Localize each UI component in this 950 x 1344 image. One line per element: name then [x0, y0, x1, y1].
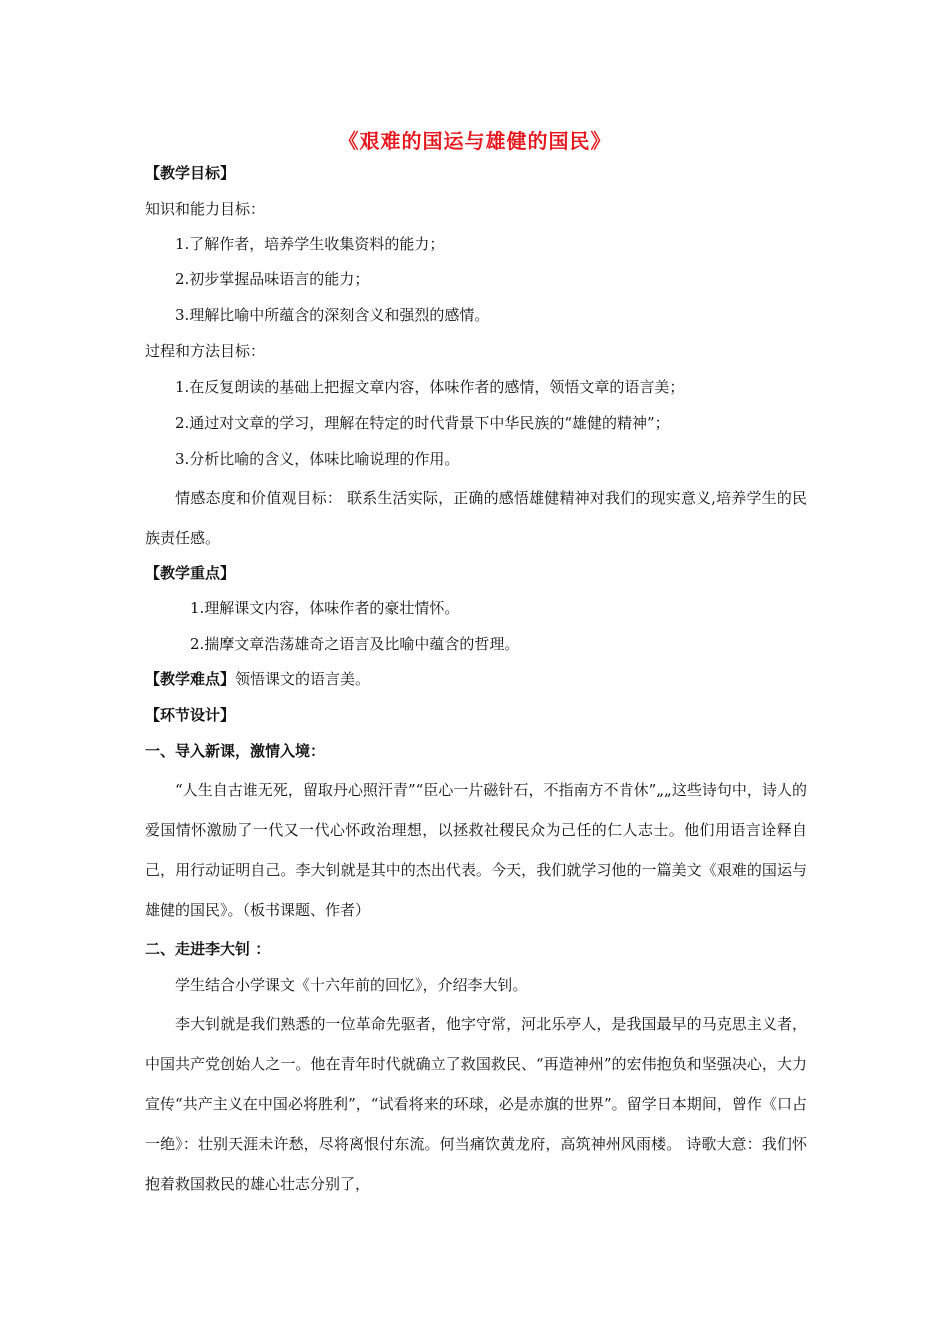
process-label: 过程和方法目标：	[145, 342, 266, 360]
section2-title: 二、走进李大钊 ：	[145, 940, 271, 958]
section2-line: 学生结合小学课文《十六年前的回忆》，介绍李大钊。	[175, 976, 528, 994]
process-item: 3.分析比喻的含义，体味比喻说理的作用。	[175, 450, 460, 468]
design-heading: 【环节设计】	[145, 706, 236, 724]
section1-title: 一、导入新课，激情入境：	[145, 742, 326, 760]
difficulty-heading: 【教学难点】	[145, 670, 236, 688]
knowledge-item: 1.了解作者，培养学生收集资料的能力；	[175, 235, 445, 253]
key-point-item: 1.理解课文内容，体味作者的豪壮情怀。	[190, 599, 460, 617]
knowledge-item: 2.初步掌握品味语言的能力；	[175, 270, 370, 288]
section2-paragraph: 李大钊就是我们熟悉的一位革命先驱者，他字守常，河北乐亭人，是我国最早的马克思主义者，中国共产党创始人之一。他在青年时代就确立了救国救民、“再造神州”的宏伟抱负和坚强决心，大力宣传“共产主义在中国必将胜利”，“试看将来的环球，必是赤旗的世界”。留学日本期间，曾作《口占一绝》：壮别天涯未许愁，尽将离恨付东流。何当痛饮黄龙府，高筑神州风雨楼。 诗歌大意：我们怀抱着救国救民的雄心壮志分别了，	[145, 1015, 807, 1193]
section1-paragraph: “人生自古谁无死，留取丹心照汗青”“臣心一片磁针石，不指南方不肯休”„„这些诗句中，诗人的爱国情怀激励了一代又一代心怀政治理想，以拯救社稷民众为己任的仁人志士。他们用语言诠释自己，用行动证明自己。李大钊就是其中的杰出代表。今天，我们就学习他的一篇美文《艰难的国运与雄健的国民》。（板书课题、作者）	[145, 781, 807, 919]
process-item: 2.通过对文章的学习，理解在特定的时代背景下中华民族的“雄健的精神”；	[175, 414, 670, 432]
document-title: 《艰难的国运与雄健的国民》	[338, 129, 612, 153]
goals-heading: 【教学目标】	[145, 164, 236, 182]
key-point-item: 2.揣摩文章浩荡雄奇之语言及比喻中蕴含的哲理。	[190, 635, 520, 653]
emotion-goal-paragraph: 情感态度和价值观目标： 联系生活实际，正确的感悟雄健精神对我们的现实意义,培养学生的民族责任感。	[145, 489, 807, 547]
knowledge-label: 知识和能力目标：	[145, 200, 266, 218]
knowledge-item: 3.理解比喻中所蕴含的深刻含义和强烈的感情。	[175, 306, 490, 324]
difficulty-text: 领悟课文的语言美。	[235, 670, 371, 688]
process-item: 1.在反复朗读的基础上把握文章内容，体味作者的感情，领悟文章的语言美；	[175, 378, 685, 396]
difficulty-row	[145, 669, 370, 689]
key-points-heading: 【教学重点】	[145, 564, 236, 582]
